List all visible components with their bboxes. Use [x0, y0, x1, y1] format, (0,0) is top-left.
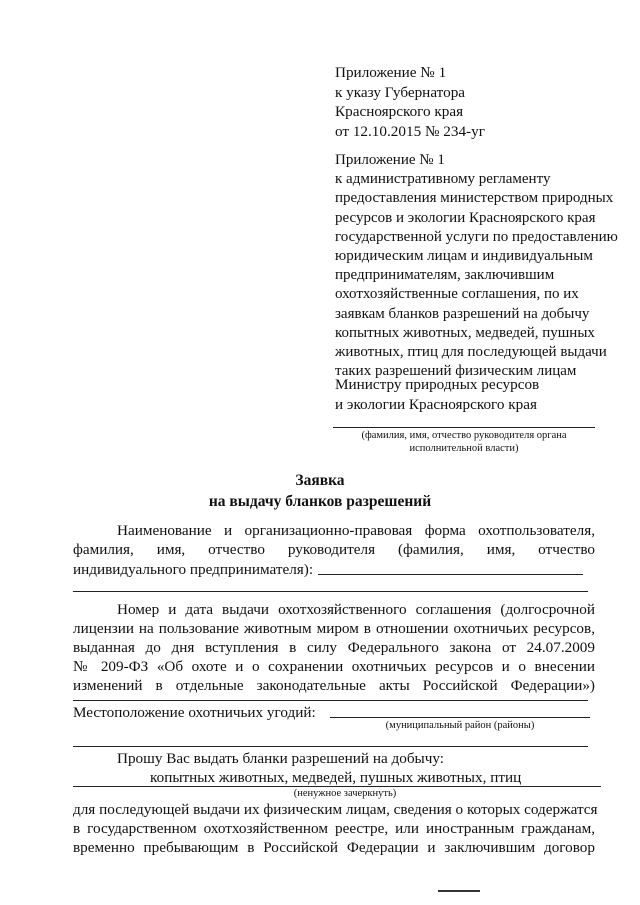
appendix-regulation-line: копытных животных, медведей, пушных — [335, 324, 595, 341]
appendix-1-line: Красноярского края — [335, 103, 464, 120]
agreement-line — [73, 700, 588, 701]
location-caption: (муниципальный район (районы) — [385, 720, 535, 731]
appendix-regulation-line: предпринимателям, заключившим — [335, 267, 555, 284]
appendix-regulation-line: к административному регламенту — [335, 171, 551, 188]
addressee-line: и экологии Красноярского края — [335, 395, 537, 413]
addressee-signature-line — [333, 427, 595, 428]
request-line: Прошу Вас выдать бланки разрешений на добычу: — [117, 750, 445, 767]
addressee-line: Министру природных ресурсов — [335, 376, 540, 393]
appendix-regulation-line: охотхозяйственные соглашения, по их — [335, 286, 579, 303]
para2-line: изменений в отдельные законодательные акты Российской Федерации») — [73, 677, 595, 694]
appendix-regulation-line: заявкам бланков разрешений на добычу — [335, 305, 590, 322]
animals-caption: (ненужное зачеркнуть) — [293, 788, 397, 799]
appendix-regulation-line: ресурсов и экологии Красноярского края — [335, 209, 596, 226]
para2-line: лицензии на пользование животным миром в отношении охотничьих ресурсов, — [73, 620, 595, 637]
appendix-regulation-header — [335, 151, 618, 381]
appendix-1-line: от 12.10.2015 № 234-уг — [335, 122, 485, 140]
para1-line: Наименование и организационно-правовая форма охотпользователя, — [117, 522, 595, 539]
location-line-2 — [73, 746, 588, 747]
para1-line: индивидуального предпринимателя): — [73, 561, 314, 578]
para3-line: в государственном охотхозяйственном реестре, или иностранным гражданам, — [73, 820, 595, 837]
owner-name-line — [318, 574, 583, 575]
appendix-1-line: к указу Губернатора — [335, 83, 466, 101]
document-title — [0, 470, 640, 512]
para1-line: фамилия, имя, отчество руководителя (фамилия, имя, отчество — [73, 541, 595, 558]
para2-line: № 209-ФЗ «Об охоте и о сохранении охотничьих ресурсов и о внесении — [73, 658, 595, 675]
page-break-mark — [438, 890, 480, 892]
location-line — [330, 717, 590, 718]
location-label: Местоположение охотничьих угодий: — [73, 704, 316, 721]
owner-name-line-2 — [73, 591, 588, 592]
appendix-1-line: Приложение № 1 — [335, 64, 447, 81]
para2-line: выданная до дня вступления в силу Федерального закона от 24.07.2009 — [73, 639, 595, 656]
addressee-caption-line: исполнительной власти) — [409, 443, 519, 454]
appendix-regulation-line: юридическим лицам и индивидуальным — [335, 248, 593, 265]
document-title-line: Заявка — [295, 472, 345, 489]
para3-line: для последующей выдачи их физическим лицам, сведения о которых содержатся — [73, 801, 598, 818]
addressee-caption-line: (фамилия, имя, отчество руководителя органа — [361, 430, 567, 441]
animals-line: копытных животных, медведей, пушных животных, птиц — [150, 769, 522, 786]
appendix-regulation-line: государственной услуги по предоставлению — [335, 228, 618, 245]
appendix-regulation-line: предоставления министерством природных — [335, 190, 614, 207]
appendix-1-header — [335, 63, 485, 141]
appendix-regulation-line: таких разрешений физическим лицам — [335, 363, 577, 380]
document-subtitle-line: на выдачу бланков разрешений — [208, 493, 432, 510]
para2-line: Номер и дата выдачи охотхозяйственного соглашения (долгосрочной — [117, 601, 595, 618]
addressee-caption — [333, 429, 595, 455]
appendix-regulation-line: Приложение № 1 — [335, 152, 445, 168]
addressee-block — [335, 375, 539, 414]
para3-line: временно пребывающим в Российской Федерации и заключившим договор — [73, 839, 595, 856]
appendix-regulation-line: животных, птиц для последующей выдачи — [335, 344, 607, 361]
